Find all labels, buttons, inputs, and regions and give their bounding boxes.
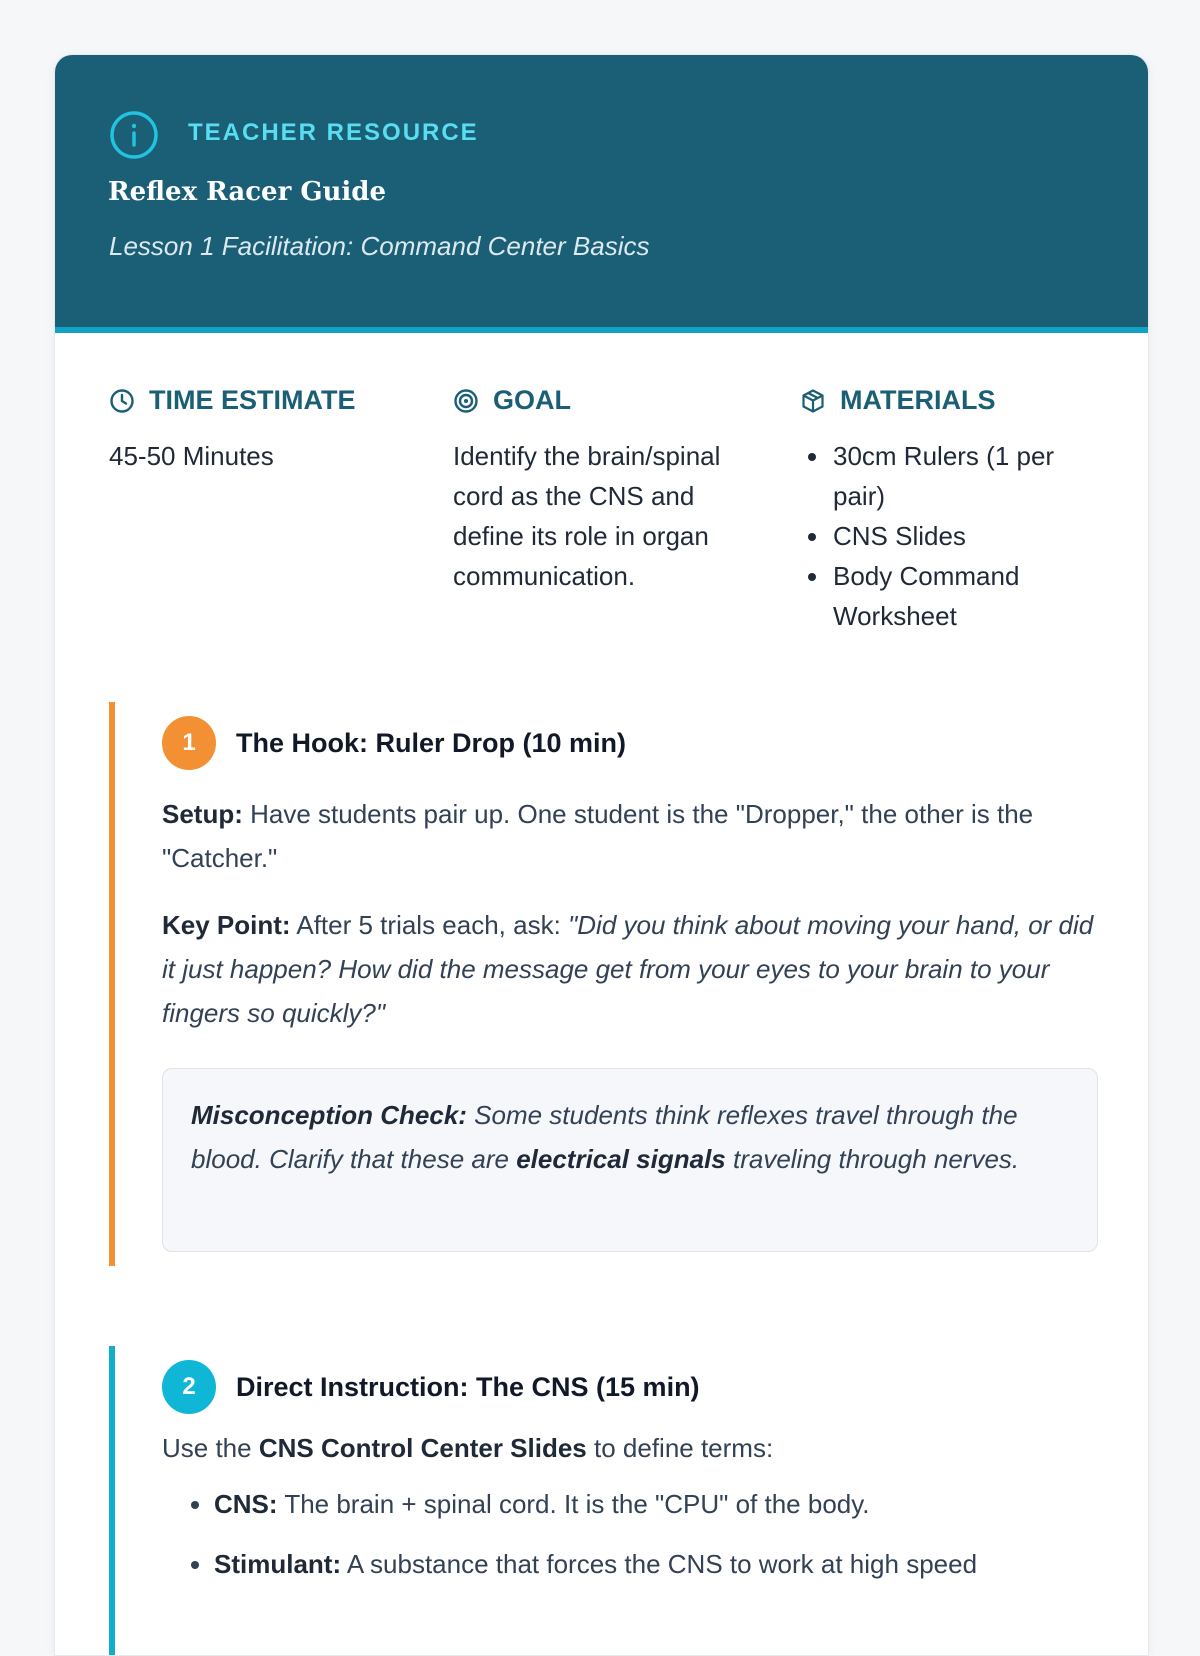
misconception-text-end: traveling through nerves. <box>725 1144 1020 1174</box>
step-number-badge: 2 <box>162 1360 216 1414</box>
slides-name: CNS Control Center Slides <box>258 1433 587 1463</box>
step-2-header <box>162 1360 700 1414</box>
list-item: • Body Command Worksheet <box>831 556 1100 636</box>
box-icon <box>800 388 826 414</box>
clock-icon <box>109 388 135 414</box>
key-point-text: After 5 trials each, ask: <box>290 910 569 940</box>
list-item <box>214 1484 1104 1524</box>
goal-heading <box>453 385 753 416</box>
guide-card <box>54 54 1149 1656</box>
goal-block <box>453 385 753 596</box>
step-1-section <box>109 702 1100 1266</box>
goal-value: Identify the brain/spinal cord as the CNS and define its role in organ communication. <box>453 441 721 591</box>
term-definition: A substance that forces the CNS to work at high speed <box>341 1549 978 1579</box>
step-1-title: The Hook: Ruler Drop (10 min) <box>236 727 627 758</box>
misconception-emphasis: electrical signals <box>516 1144 726 1174</box>
goal-label: GOAL <box>493 385 571 415</box>
info-icon <box>109 110 159 160</box>
step-1-header <box>162 716 626 770</box>
misconception-callout <box>162 1068 1098 1252</box>
materials-label: MATERIALS <box>840 385 996 415</box>
guide-header <box>55 55 1148 333</box>
page-title: Reflex Racer Guide <box>108 177 387 207</box>
terms-list <box>162 1484 1104 1604</box>
setup-paragraph <box>162 792 1097 880</box>
materials-list <box>800 436 1100 636</box>
time-estimate-label: TIME ESTIMATE <box>149 385 356 415</box>
materials-block <box>800 385 1100 636</box>
materials-heading <box>800 385 1100 416</box>
step-2-title: Direct Instruction: The CNS (15 min) <box>236 1371 700 1402</box>
intro-text-end: to define terms: <box>586 1433 774 1463</box>
term-label: CNS: <box>214 1489 278 1519</box>
term-definition: The brain + spinal cord. It is the "CPU" of the body. <box>277 1489 870 1519</box>
list-item: • 30cm Rulers (1 per pair) <box>831 436 1100 516</box>
intro-text: Use the <box>162 1433 259 1463</box>
resource-kicker: TEACHER RESOURCE <box>188 119 479 146</box>
target-icon <box>453 388 479 414</box>
term-label: Stimulant: <box>214 1549 342 1579</box>
step-number-badge: 1 <box>162 716 216 770</box>
misconception-label: Misconception Check: <box>191 1100 467 1130</box>
time-estimate-block <box>109 385 419 476</box>
time-estimate-heading <box>109 385 419 416</box>
key-point-paragraph <box>162 903 1097 1035</box>
time-estimate-value: 45-50 Minutes <box>109 441 274 471</box>
list-item <box>214 1544 1104 1584</box>
page-subtitle: Lesson 1 Facilitation: Command Center Basics <box>109 231 650 261</box>
setup-label: Setup: <box>162 799 243 829</box>
list-item: • CNS Slides <box>831 516 1100 556</box>
setup-text: Have students pair up. One student is the "Dropper," the other is the "Catcher." <box>162 799 1034 873</box>
misconception-text: Some students think reflexes travel through the blood. Clarify that these are <box>191 1100 1018 1174</box>
instruction-intro <box>162 1426 1097 1470</box>
step-2-section <box>109 1346 1100 1656</box>
key-point-quote: "Did you think about moving your hand, or did it just happen? How did the message get from your eyes to your brain to your fingers so quickly?" <box>162 910 1094 1028</box>
key-point-label: Key Point: <box>162 910 291 940</box>
